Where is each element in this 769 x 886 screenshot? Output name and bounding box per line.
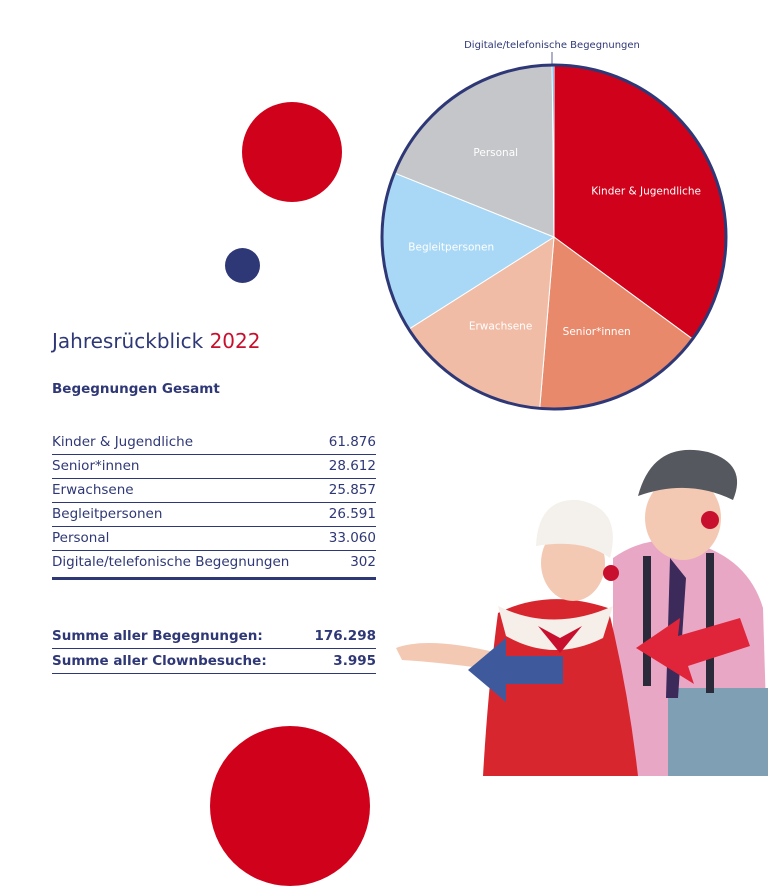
row-label: Personal	[52, 527, 322, 551]
suspender-right	[706, 553, 714, 693]
table-row	[52, 527, 376, 551]
page-title	[52, 329, 260, 353]
row-value: 26.591	[322, 503, 376, 527]
summary-label: Summe aller Begegnungen:	[52, 624, 304, 649]
row-value: 302	[322, 551, 376, 579]
row-value: 33.060	[322, 527, 376, 551]
clowns-photo	[388, 438, 769, 776]
clown-right-trousers	[668, 688, 768, 776]
table-row	[52, 551, 376, 579]
summary-value: 3.995	[304, 649, 376, 674]
pie-label-4: Personal	[473, 146, 519, 159]
summary-label: Summe aller Clownbesuche:	[52, 649, 304, 674]
summary-row	[52, 649, 376, 674]
encounters-table	[52, 431, 376, 580]
clown-right-nose	[701, 511, 719, 529]
pie-label-0: Kinder & Jugendliche	[591, 185, 701, 198]
summary-row	[52, 624, 376, 649]
row-value: 25.857	[322, 479, 376, 503]
title-text: Jahresrückblick	[52, 329, 204, 353]
summary-table	[52, 624, 376, 674]
pie-label-1: Senior*innen	[562, 325, 631, 338]
pie-label-3: Begleitpersonen	[408, 241, 495, 254]
row-value: 28.612	[322, 455, 376, 479]
suspender-left	[643, 556, 651, 686]
table-row	[52, 431, 376, 455]
table-row	[52, 503, 376, 527]
row-label: Begleitpersonen	[52, 503, 322, 527]
table-row	[52, 455, 376, 479]
pie-label-2: Erwachsene	[468, 320, 533, 333]
row-label: Senior*innen	[52, 455, 322, 479]
row-label: Kinder & Jugendliche	[52, 431, 322, 455]
section-subtitle: Begegnungen Gesamt	[52, 381, 220, 397]
row-label: Erwachsene	[52, 479, 322, 503]
row-value: 61.876	[322, 431, 376, 455]
title-year: 2022	[209, 329, 261, 353]
table-row	[52, 479, 376, 503]
clown-left-nose	[603, 565, 619, 581]
pie-label-5: Digitale/telefonische Begegnungen	[464, 40, 640, 51]
row-label: Digitale/telefonische Begegnungen	[52, 551, 322, 579]
summary-value: 176.298	[304, 624, 376, 649]
